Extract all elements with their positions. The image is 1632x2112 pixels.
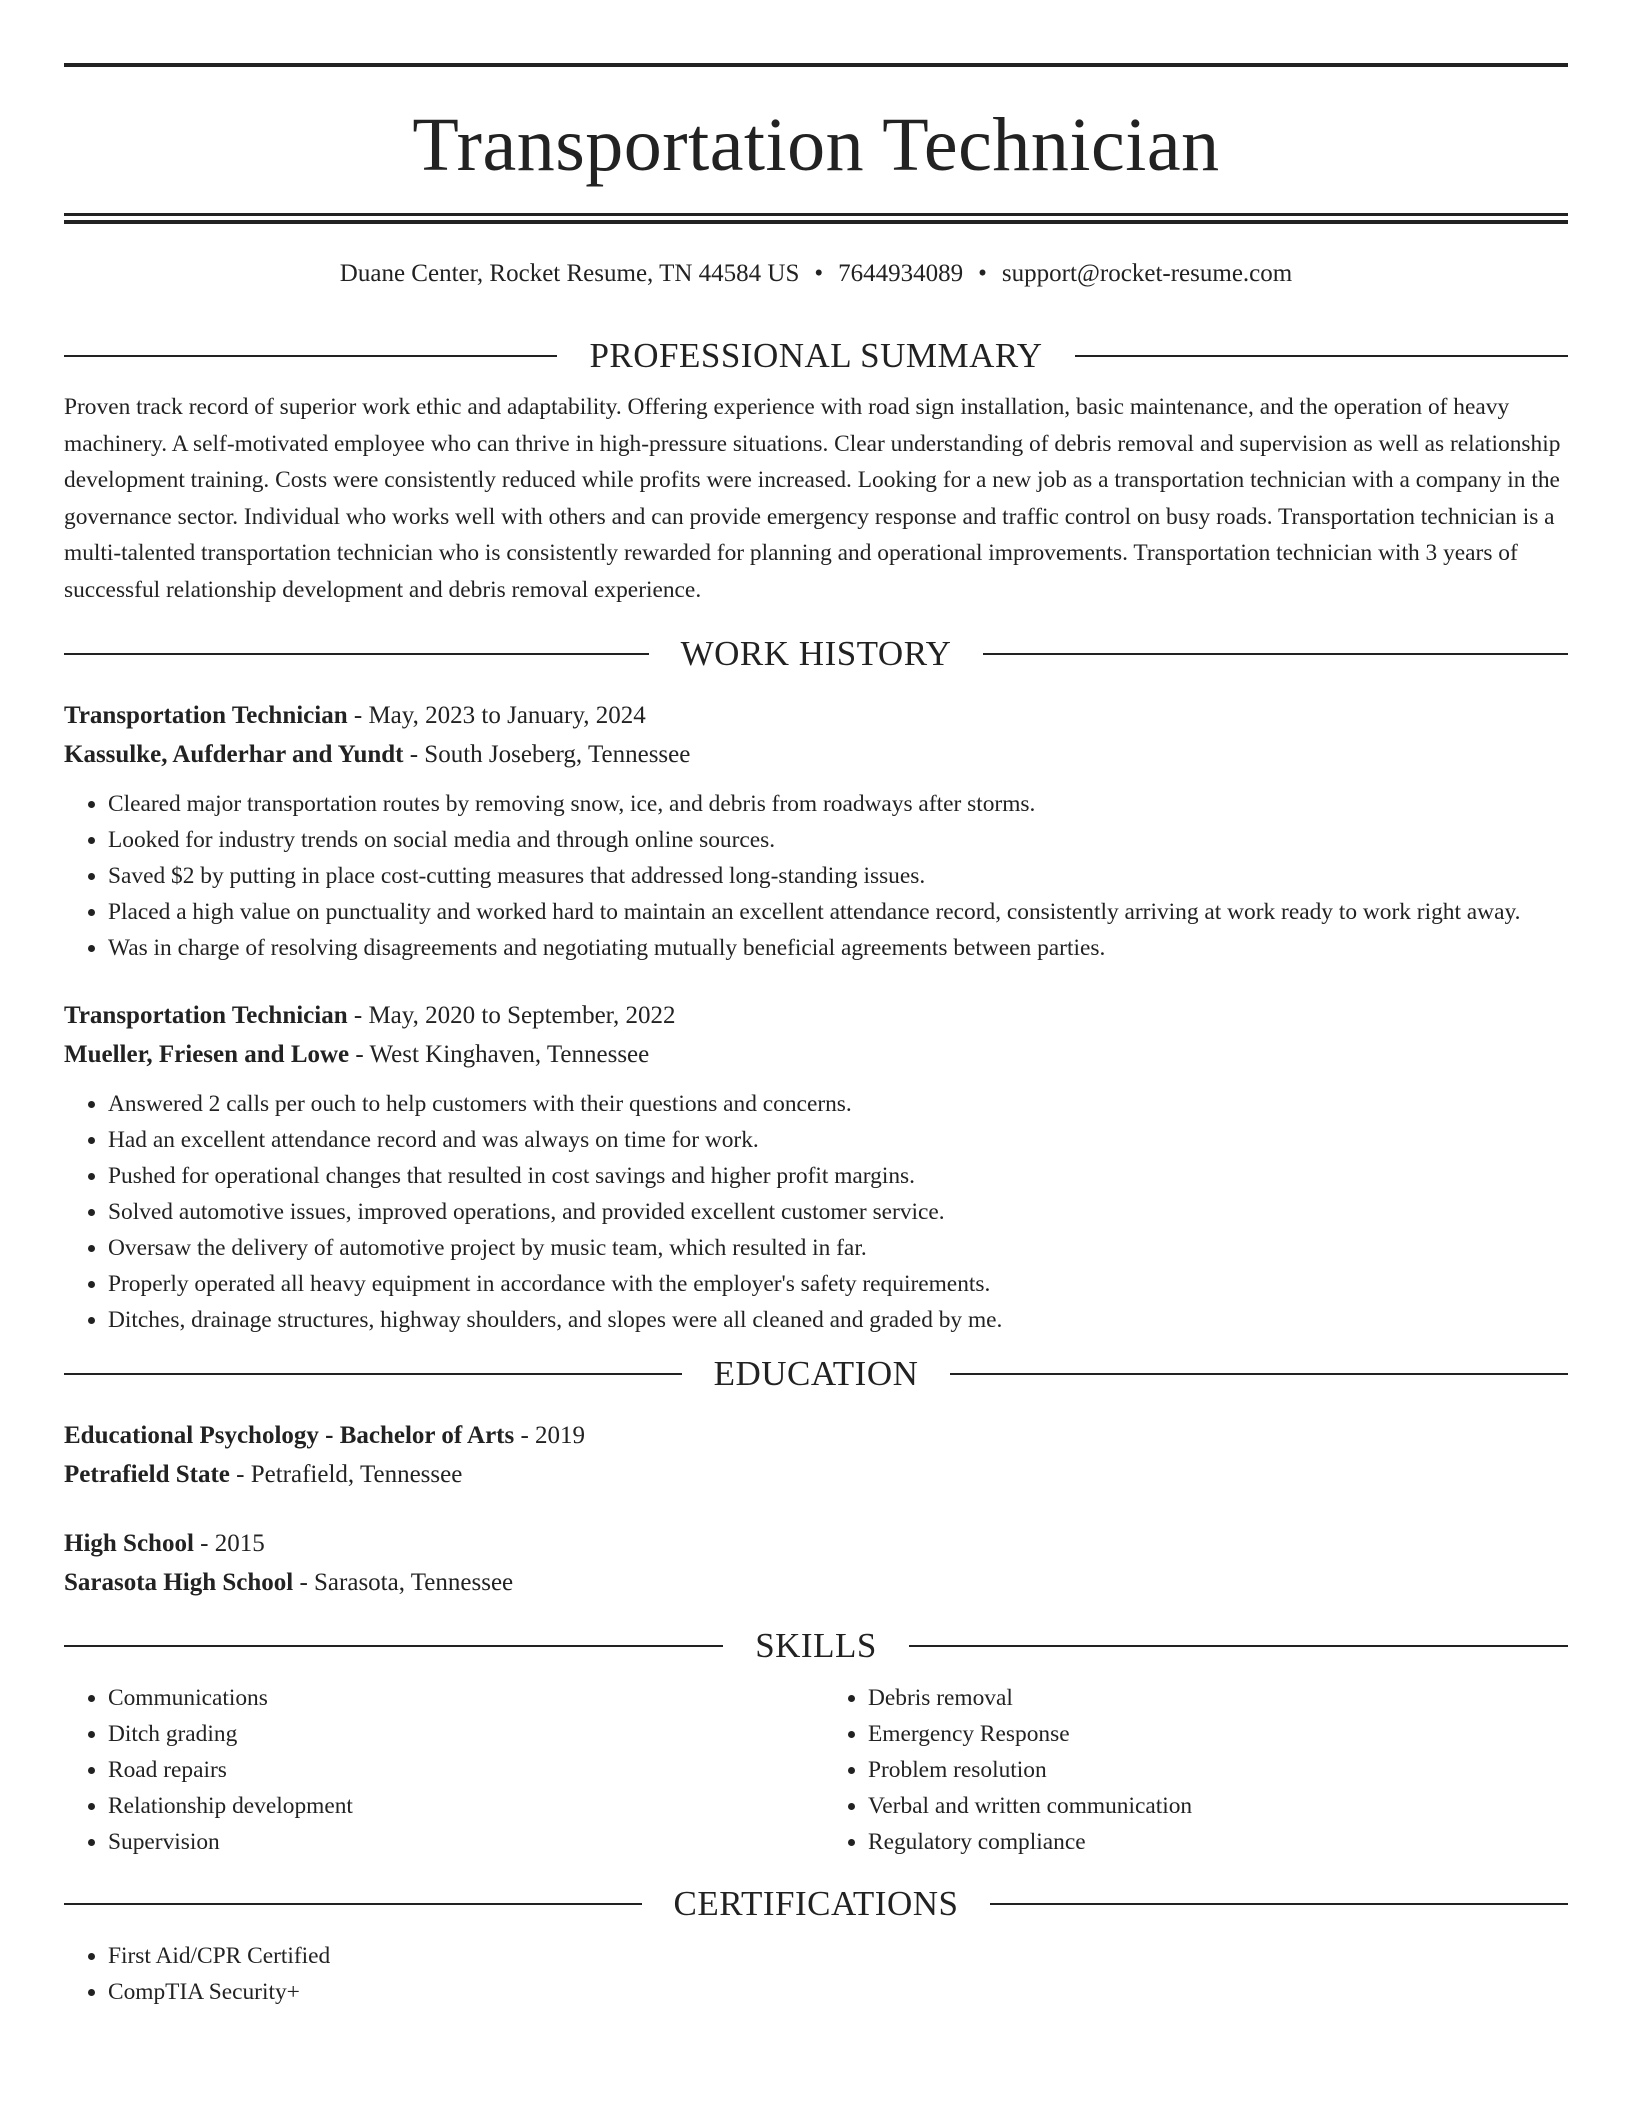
section-rule (950, 1373, 1568, 1375)
section-title: CERTIFICATIONS (673, 1884, 959, 1923)
skill-item: • Verbal and written communication (868, 1788, 1568, 1824)
education-year: - 2015 (193, 1530, 265, 1557)
job-location: - West Kinghaven, Tennessee (349, 1041, 650, 1068)
skill-item: • Road repairs (108, 1752, 808, 1788)
education-school: Sarasota High School (64, 1569, 294, 1596)
section-title: EDUCATION (713, 1354, 919, 1393)
contact-phone: 7644934089 (838, 260, 964, 287)
top-rule (64, 63, 1568, 67)
education-location: - Petrafield, Tennessee (229, 1461, 463, 1488)
contact-email: support@rocket-resume.com (1001, 260, 1293, 287)
job-company: Mueller, Friesen and Lowe (64, 1041, 350, 1068)
education-school-line (64, 1563, 1568, 1602)
job-company-line (64, 735, 1568, 774)
section-title: SKILLS (755, 1626, 877, 1665)
section-rule (990, 1903, 1568, 1905)
skill-item: • Supervision (108, 1824, 808, 1860)
skills-columns (64, 1680, 1568, 1860)
list-item: • Cleared major transportation routes by removing snow, ice, and debris from roadways after storms. (108, 786, 1568, 822)
job-company-line (64, 1035, 1568, 1074)
job-title-line (64, 696, 1568, 735)
job-title-line (64, 996, 1568, 1035)
skills-list-right (808, 1680, 1568, 1860)
skill-item: • Regulatory compliance (868, 1824, 1568, 1860)
list-item: • Pushed for operational changes that resulted in cost savings and higher profit margins. (108, 1158, 1568, 1194)
section-rule (64, 1903, 642, 1905)
summary-paragraph: Proven track record of superior work ethic and adaptability. Offering experience with road sign installation, basic maintenance, and the operation of heavy machinery. A self-motivated employee who can thrive in high-pressure situations. Clear understanding of debris removal and supervision as well as relationship development training. Costs were consistently reduced while profits were increased. Looking for a new job as a transportation technician with a company in the governance sector. Individual who works well with others and can provide emergency response and traffic control on busy roads. Transportation technician is a multi-talented transportation technician who is consistently rewarded for planning and operational improvements. Transportation technician with 3 years of successful relationship development and debris removal experience. (64, 394, 1561, 603)
education-location: - Sarasota, Tennessee (293, 1569, 514, 1596)
section-rule (64, 355, 557, 357)
section-header-skills (64, 1624, 1568, 1668)
section-header-education (64, 1352, 1568, 1396)
job-company: Kassulke, Aufderhar and Yundt (64, 741, 404, 768)
skill-item: • Relationship development (108, 1788, 808, 1824)
list-item: • Had an excellent attendance record and was always on time for work. (108, 1122, 1568, 1158)
skill-item: • Ditch grading (108, 1716, 808, 1752)
list-item: • Solved automotive issues, improved operations, and provided excellent customer service. (108, 1194, 1568, 1230)
certifications-list (64, 1938, 1568, 2010)
contact-separator: • (978, 260, 987, 287)
education-year: - 2019 (514, 1422, 586, 1449)
section-rule (909, 1645, 1568, 1647)
section-rule (64, 1645, 723, 1647)
job-location: - South Joseberg, Tennessee (403, 741, 691, 768)
section-title: PROFESSIONAL SUMMARY (589, 336, 1043, 375)
education-degree-line (64, 1416, 1568, 1455)
education-entry (64, 1524, 1568, 1602)
job-title: Transportation Technician (64, 702, 348, 729)
education-entry (64, 1416, 1568, 1494)
list-item: • Oversaw the delivery of automotive project by music team, which resulted in far. (108, 1230, 1568, 1266)
section-header-work-history (64, 632, 1568, 676)
list-item: • Was in charge of resolving disagreements and negotiating mutually beneficial agreements between parties. (108, 930, 1568, 966)
list-item: • Ditches, drainage structures, highway shoulders, and slopes were all cleaned and graded by me. (108, 1302, 1568, 1338)
contact-address: Duane Center, Rocket Resume, TN 44584 US (339, 260, 800, 287)
section-rule (983, 653, 1568, 655)
resume-title: Transportation Technician (412, 103, 1220, 187)
education-school-line (64, 1455, 1568, 1494)
skill-item: • Emergency Response (868, 1716, 1568, 1752)
education-school: Petrafield State (64, 1461, 230, 1488)
job-entry (64, 696, 1568, 966)
certification-item: • First Aid/CPR Certified (108, 1938, 1568, 1974)
education-degree: Educational Psychology - Bachelor of Arts (64, 1422, 515, 1449)
job-title: Transportation Technician (64, 1002, 348, 1029)
job-dates: - May, 2020 to September, 2022 (347, 1002, 676, 1029)
job-bullet-list (64, 1086, 1568, 1338)
section-header-certifications (64, 1882, 1568, 1926)
certification-item: • CompTIA Security+ (108, 1974, 1568, 2010)
title-double-rule (64, 213, 1568, 224)
contact-line (64, 258, 1568, 290)
education-degree: High School (64, 1530, 194, 1557)
list-item: • Saved $2 by putting in place cost-cutting measures that addressed long-standing issues. (108, 858, 1568, 894)
skills-list-left (64, 1680, 808, 1860)
section-rule (1075, 355, 1568, 357)
education-degree-line (64, 1524, 1568, 1563)
list-item: • Looked for industry trends on social media and through online sources. (108, 822, 1568, 858)
section-title: WORK HISTORY (680, 634, 952, 673)
job-dates: - May, 2023 to January, 2024 (347, 702, 646, 729)
list-item: • Placed a high value on punctuality and worked hard to maintain an excellent attendance record, consistently arriving at work ready to work right away. (108, 894, 1568, 930)
skill-item: • Debris removal (868, 1680, 1568, 1716)
section-rule (64, 1373, 682, 1375)
list-item: • Answered 2 calls per ouch to help customers with their questions and concerns. (108, 1086, 1568, 1122)
skill-item: • Communications (108, 1680, 808, 1716)
contact-separator: • (814, 260, 824, 287)
section-header-summary (64, 334, 1568, 378)
list-item: • Properly operated all heavy equipment in accordance with the employer's safety requirements. (108, 1266, 1568, 1302)
section-rule (64, 653, 649, 655)
job-entry (64, 996, 1568, 1338)
skill-item: • Problem resolution (868, 1752, 1568, 1788)
job-bullet-list (64, 786, 1568, 966)
